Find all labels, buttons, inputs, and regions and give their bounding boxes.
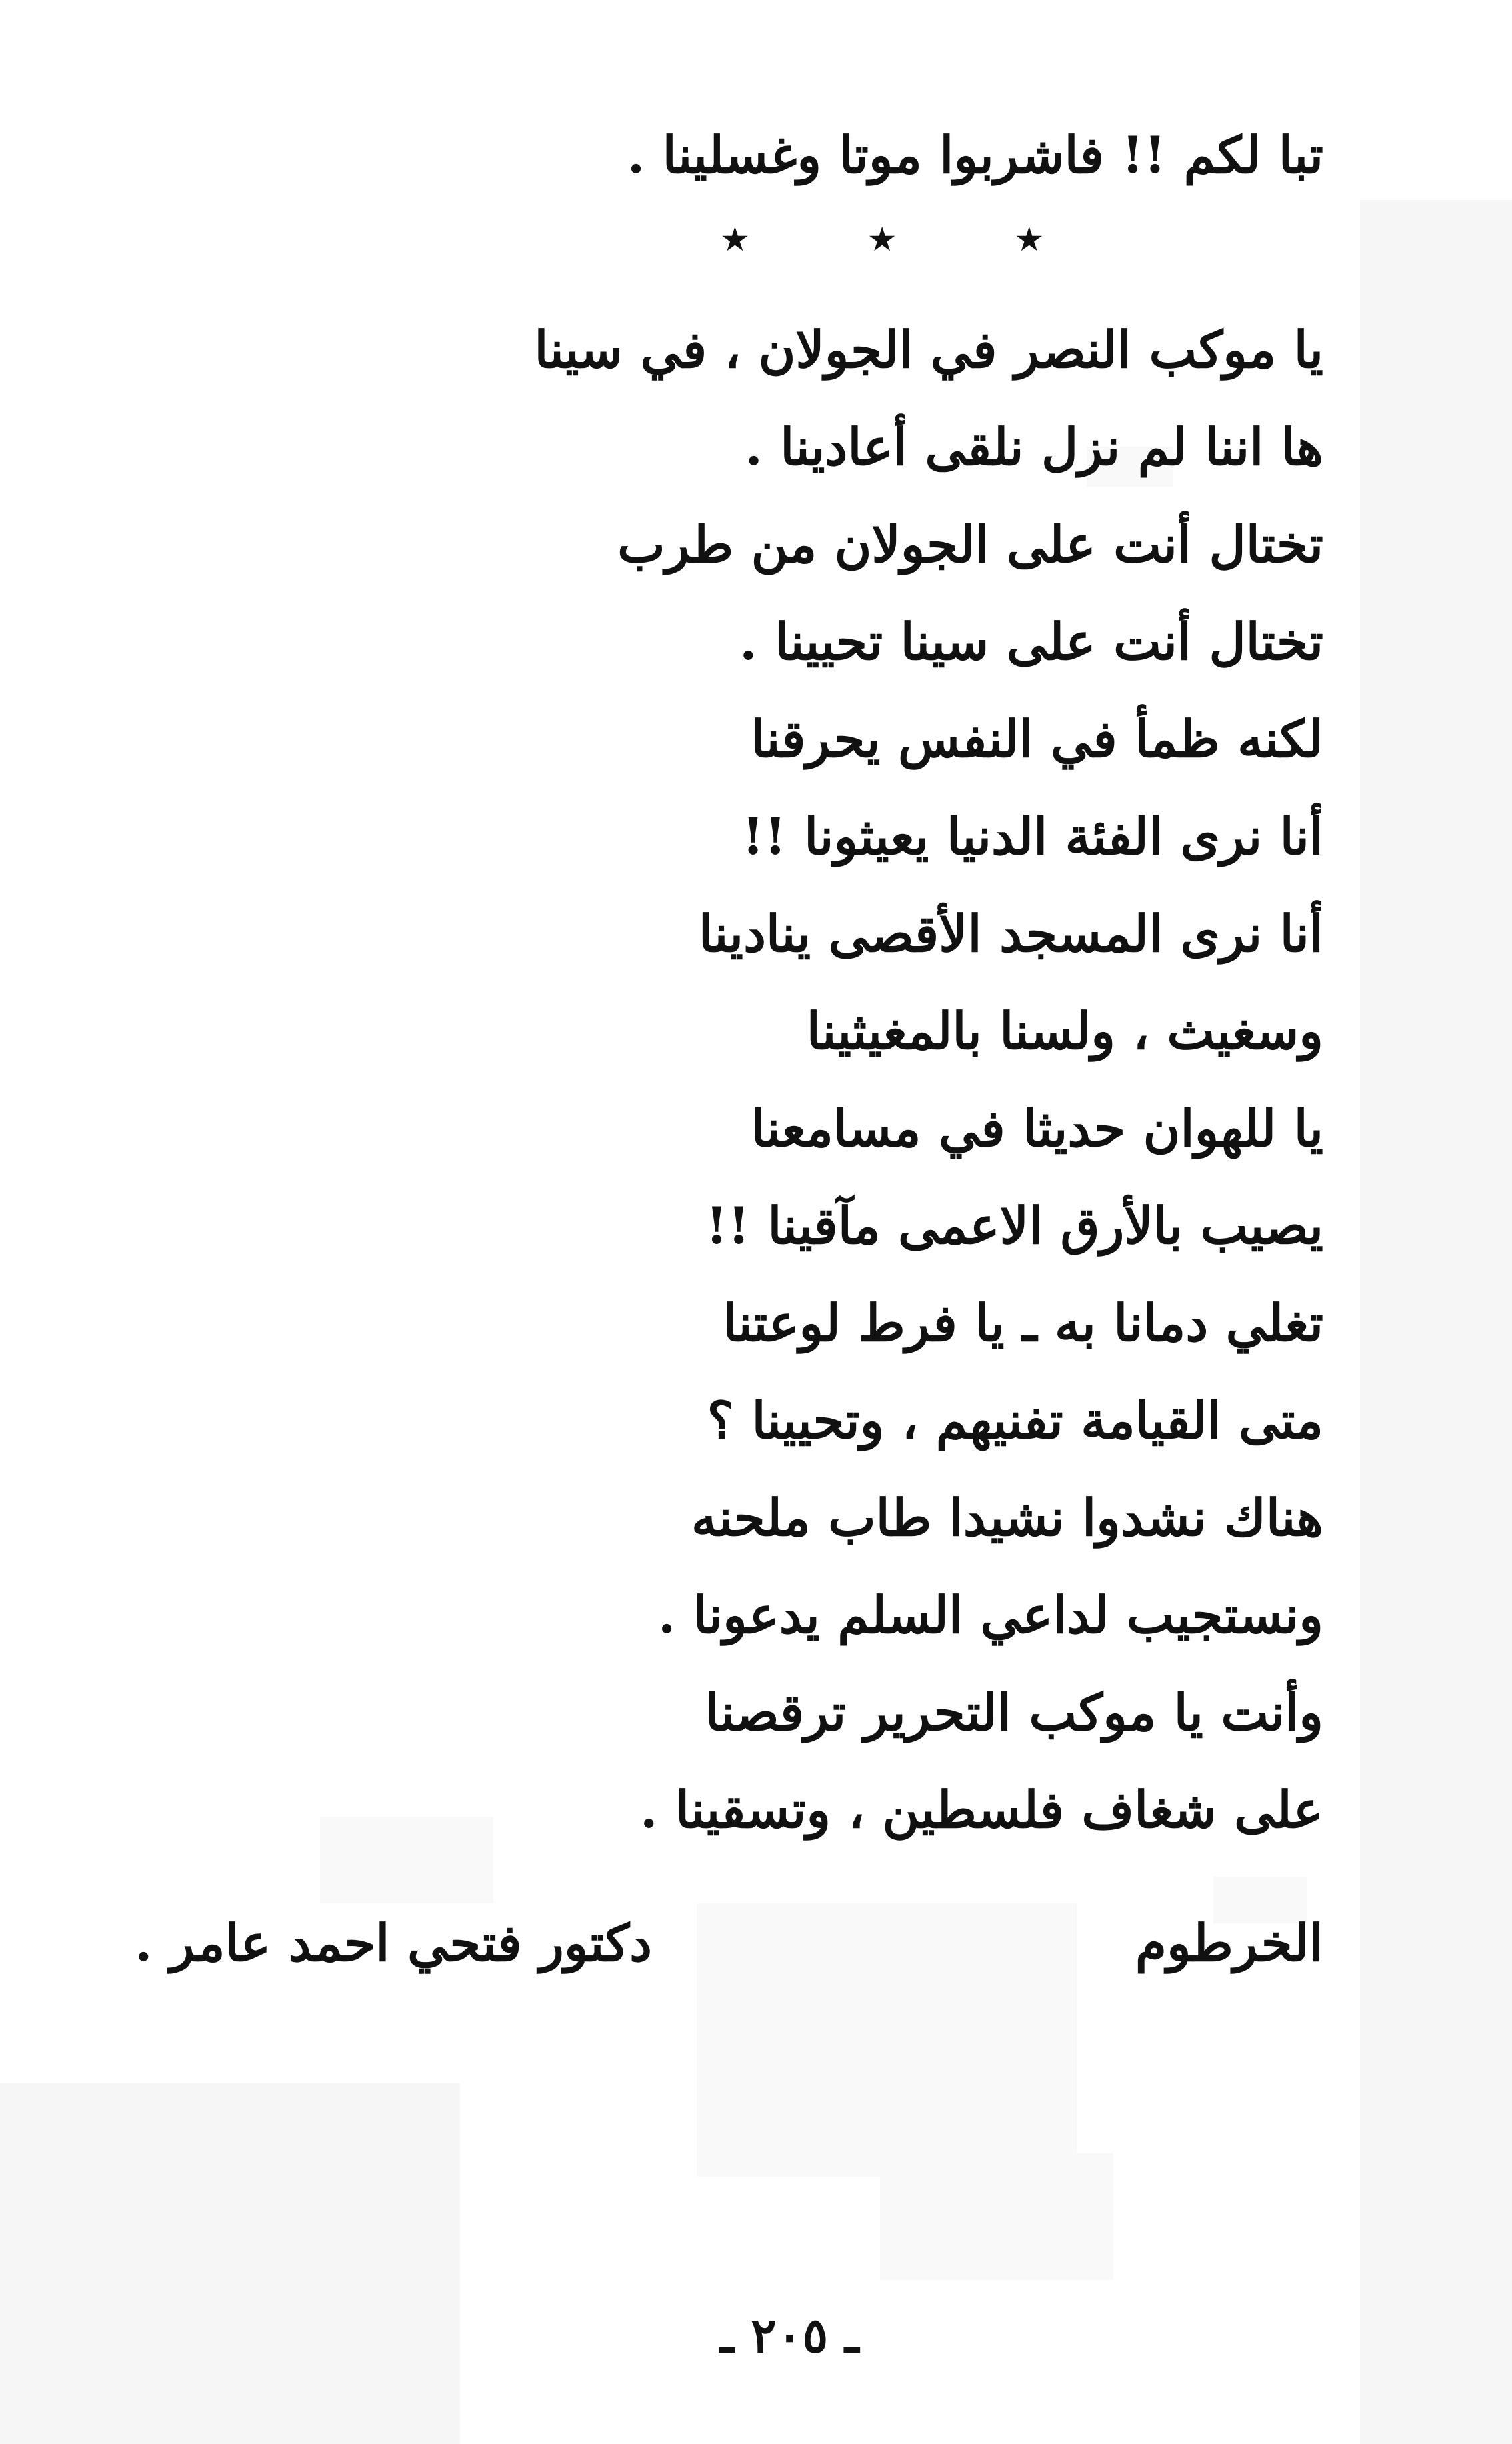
poem-line: تغلي دمانا به ـ يا فرط لوعتنا — [723, 1293, 1323, 1353]
poem-line: تختال أنت على سينا تحيينا . — [739, 612, 1323, 671]
poem-line: على شغاف فلسطين ، وتسقينا . — [640, 1780, 1323, 1839]
poem-line: يا للهوان حديثا في مسامعنا — [751, 1099, 1323, 1158]
poem-line: ها اننا لم نزل نلقى أعادينا . — [745, 417, 1323, 477]
place-signature: الخرطوم — [1135, 1913, 1323, 1973]
scan-artifact — [0, 2083, 460, 2444]
scan-artifact — [697, 1903, 1077, 2177]
poem-line: ونستجيب لداعي السلم يدعونا . — [657, 1585, 1323, 1645]
poem-line: يصيب بالأرق الاعمى مآقينا !! — [705, 1196, 1323, 1255]
poem-line: أنا نرى الفئة الدنيا يعيثونا !! — [741, 807, 1323, 866]
poem-line: وسغيث ، ولسنا بالمغيثينا — [806, 1001, 1323, 1061]
poem — [457, 107, 1323, 1859]
author-signature: دكتور فتحي احمد عامر . — [135, 1913, 652, 1973]
poem-line: تبا لكم !! فاشربوا موتا وغسلينا . — [627, 125, 1323, 185]
poem-line: تختال أنت على الجولان من طرب — [617, 515, 1323, 574]
poem-line: أنا نرى المسجد الأقصى ينادينا — [698, 904, 1323, 963]
poem-line: لكنه ظمأ في النفس يحرقنا — [750, 709, 1323, 769]
poem-line: وأنت يا موكب التحرير ترقصنا — [705, 1683, 1323, 1742]
scan-artifact — [1360, 200, 1512, 2444]
section-separator-stars: ★ ★ ★ — [720, 220, 1098, 259]
poem-line: يا موكب النصر في الجولان ، في سينا — [534, 320, 1323, 379]
poem-line: هناك نشدوا نشيدا طاب ملحنه — [691, 1488, 1323, 1547]
page-number: ـ ٢٠٥ ـ — [720, 2307, 859, 2363]
scan-artifact — [880, 2153, 1113, 2280]
poem-line: متى القيامة تفنيهم ، وتحيينا ؟ — [707, 1391, 1323, 1450]
